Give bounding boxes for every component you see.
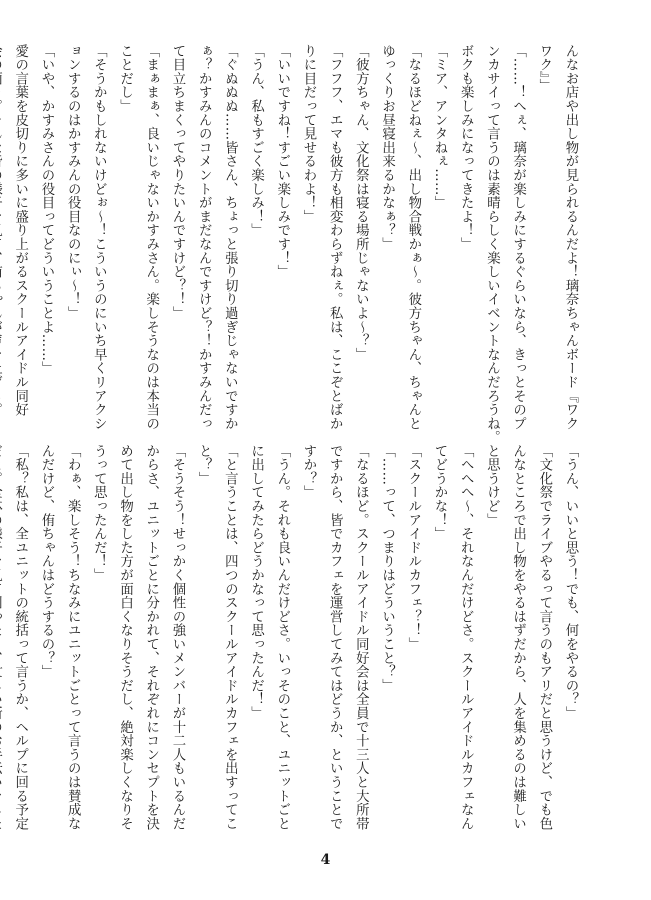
page-number: 4	[320, 852, 331, 868]
text-column: ョンするのはかすみんの役目なのにぃ～！」	[65, 44, 81, 320]
text-column: 「ぐぬぬぬ……皆さん、ちょっと張り切り過ぎじゃないですか	[222, 44, 238, 431]
text-column: 愛の言葉を皮切りに多いに盛り上がるスクールアイドル同好	[12, 44, 28, 417]
text-column: ボクも楽しみになってきたよ！」	[458, 44, 474, 251]
text-column: 「まぁまぁ、良いじゃないかすみさん。楽しそうなのは本当の	[143, 44, 159, 431]
text-column: 「ミア、アンタねぇ……」	[431, 44, 447, 210]
text-column: んだけど、侑ちゃんはどうするの？」	[38, 444, 54, 679]
text-column: 「彼方ちゃん、文化祭は寝る場所じゃないよ～？」	[353, 44, 369, 362]
text-column: 「私？私は、全ユニットの統括って言うか、ヘルプに回る予定	[12, 444, 28, 831]
text-column: と？」	[196, 444, 212, 486]
text-column: ゆっくりお昼寝出来るかなぁ？」	[379, 44, 395, 251]
text-column: りに目だって見せるわよ！」	[300, 44, 316, 224]
text-column: 「スクールアイドルカフェ？！」	[405, 444, 421, 651]
text-column: 「いいですね！すごい楽しみです！」	[274, 44, 290, 279]
text-column: からさ、ユニットごとに分かれて、それぞれにコンセプトを決	[143, 444, 159, 831]
text-column: 「なるほどねぇ～、出し物合戦かぁ～。彼方ちゃん、ちゃんと	[405, 44, 421, 431]
text-column: 「……！へぇ、璃奈が楽しみにするぐらいなら、きっとそのプ	[510, 44, 526, 431]
text-column: めて出し物をした方が面白くなりそうだし、絶対楽しくなりそ	[117, 444, 133, 831]
text-column: 「文化祭でライブやるって言うのもアリだと思うけど、でも色	[536, 444, 552, 831]
text-column: に出してみたらどうかなって思ったんだ！」	[248, 444, 264, 720]
upper-text-tier	[12, 44, 583, 445]
text-column: すか？」	[300, 444, 316, 500]
text-column: 「へへへ～、それなんだけどさ。スクールアイドルカフェなん	[458, 444, 474, 831]
text-column: ことだし」	[117, 44, 133, 113]
lower-text-tier	[12, 444, 583, 831]
text-column: 「うん。それも良いんだけどさ。いっそのこと、ユニットごと	[274, 444, 290, 831]
text-column: てどうかな！」	[431, 444, 447, 541]
text-column	[0, 444, 7, 814]
text-column: と思うけど」	[484, 444, 500, 527]
text-column: 「いや、かすみさんの役目ってどういうことよ……」	[38, 44, 54, 376]
text-column: ぁ？かすみんのコメントがまだなんですけど？！かすみんだっ	[196, 44, 212, 431]
text-column	[0, 44, 7, 404]
text-column: ンカサイって言うのは素晴らしく楽しいイベントなんだろうね。	[484, 44, 500, 445]
text-column: 「フフフ、エマも彼方も相変わらずねぇ。私は、ここぞとばか	[327, 44, 343, 431]
text-column: んなところで出し物をやるはずだから、人を集めるのは難しい	[510, 444, 526, 831]
text-column: ですから、皆でカフェを運営してみてはどうか、ということで	[327, 444, 343, 831]
text-column: 「そうかもしれないけどぉ～！こういうのにいち早くリアクシ	[91, 44, 107, 431]
text-column: 「なるほど。スクールアイドル同好会は全員で十三人と大所帯	[353, 444, 369, 831]
text-column: 「……って、つまりはどういうこと？」	[379, 444, 395, 693]
text-column: 「と言うことは、四つのスクールアイドルカフェを出すってこ	[222, 444, 238, 831]
text-column: うって思ったんだ！」	[91, 444, 107, 582]
text-column: んなお店や出し物が見られるんだよ！璃奈ちゃんボード『ワク	[563, 44, 578, 431]
text-column: 「わぁ、楽しそう！ちなみにユニットごとって言うのは賛成な	[65, 444, 81, 831]
text-column: て目立ちまくってやりたいんですけど？！」	[169, 44, 185, 320]
text-column: 「うん、私もすごく楽しみ！」	[248, 44, 264, 238]
text-column: 「そうそう！せっかく個性の強いメンバーが十二人もいるんだ	[169, 444, 185, 831]
text-column: ワク』」	[536, 44, 552, 93]
text-column: 「うん、いいと思う！でも、何をやるの？」	[563, 444, 578, 720]
